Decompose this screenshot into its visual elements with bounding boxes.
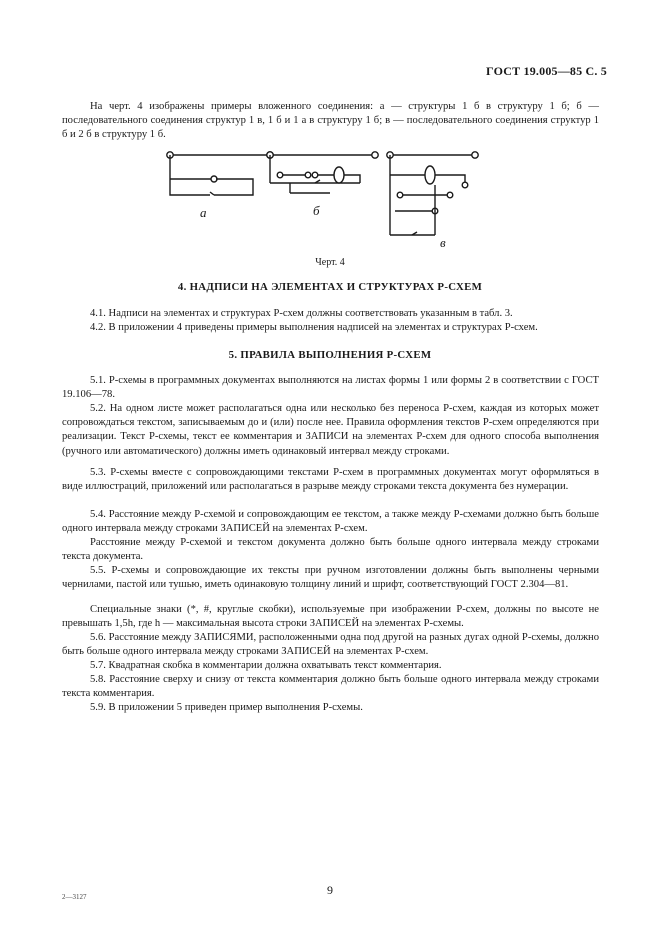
paragraph-5-6: 5.6. Расстояние между ЗАПИСЯМИ, расположенными одна под другой на разных дугах одной Р-схемы, должно быть больше одного интервала между строками ЗАПИСЕЙ на элементах Р-схем. <box>62 632 599 658</box>
diagram-v <box>387 152 478 235</box>
paragraph-5-4-cont: Расстояние между Р-схемой и текстом документа должно быть больше одного интервала между строками текста документа. <box>62 537 599 563</box>
paragraph-5-2: 5.2. На одном листе может располагаться одна или несколько без переноса Р-схем, каждая из которых может сопровождаться текстом, записываемым до и (или) после нее. Правила оформления текстов Р-схем определяются при реализации. Текст Р-схемы, текст ее комментария и ЗАПИСИ на элементах Р-схем для одного способа выполнения (ручного или автоматического) должны иметь одинаковый интервал между строками. <box>62 403 599 457</box>
document-header: ГОСТ 19.005—85 С. 5 <box>486 64 607 78</box>
paragraph-5-5-cont: Специальные знаки (*, #, круглые скобки), используемые при изображении Р-схем, должны по высоте не превышать 1,5h, где h — максимальная высота строки ЗАПИСЕЙ на элементах Р-схемы. <box>62 604 599 630</box>
paragraph-5-3: 5.3. Р-схемы вместе с сопровождающими текстами Р-схем в программных документах могут оформляться в виде иллюстраций, приложений или располагаться в разрыве между строками текста документа без нумерации. <box>62 467 599 493</box>
paragraph-5-5: 5.5. Р-схемы и сопровождающие их тексты при ручном изготовлении должны быть выполнены черными чернилами, пастой или тушью, иметь одинаковую толщину линий и шрифт, соответствующий ГОСТ 2.304—81. <box>62 565 599 591</box>
paragraph-5-4: 5.4. Расстояние между Р-схемой и сопровождающим ее текстом, а также между Р-схемами должно быть больше одного интервала между строками ЗАПИСЕЙ на элементах Р-схем. <box>62 509 599 535</box>
label-a: а <box>200 205 207 220</box>
paragraph-5-8: 5.8. Расстояние сверху и снизу от текста комментария должно быть больше одного интервала между строками текста комментария. <box>62 674 599 700</box>
page-number: 9 <box>327 883 333 897</box>
paragraph-5-9: 5.9. В приложении 5 приведен пример выполнения Р-схемы. <box>90 702 363 713</box>
label-b: б <box>313 203 320 218</box>
label-v: в <box>440 235 446 250</box>
section-5-title: 5. ПРАВИЛА ВЫПОЛНЕНИЯ Р-СХЕМ <box>228 349 432 361</box>
diagram-b <box>267 152 378 193</box>
section-4-title: 4. НАДПИСИ НА ЭЛЕМЕНТАХ И СТРУКТУРАХ Р-СХЕМ <box>177 281 483 293</box>
print-code: 2—3127 <box>62 893 87 901</box>
diagram-a <box>167 152 273 195</box>
intro-paragraph: На черт. 4 изображены примеры вложенного соединения: а — структуры 1 б в структуру 1 б; б — последовательного соединения структур 1 в, 1 б и 1 а в структуру 1 б; в — последовательного соединения структур 1 б и 2 б в структуру 1 б. <box>62 101 599 141</box>
paragraph-4-2: 4.2. В приложении 4 приведены примеры выполнения надписей на элементах и структурах Р-схем. <box>90 322 538 333</box>
figure-4-diagram <box>150 145 480 255</box>
figure-caption: Черт. 4 <box>315 257 345 268</box>
paragraph-5-1: 5.1. Р-схемы в программных документах выполняются на листах формы 1 или формы 2 в соответствии с ГОСТ 19.106—78. <box>62 375 599 401</box>
paragraph-5-7: 5.7. Квадратная скобка в комментарии должна охватывать текст комментария. <box>90 660 442 671</box>
paragraph-4-1: 4.1. Надписи на элементах и структурах Р-схем должны соответствовать указанным в табл. 3. <box>90 308 513 319</box>
